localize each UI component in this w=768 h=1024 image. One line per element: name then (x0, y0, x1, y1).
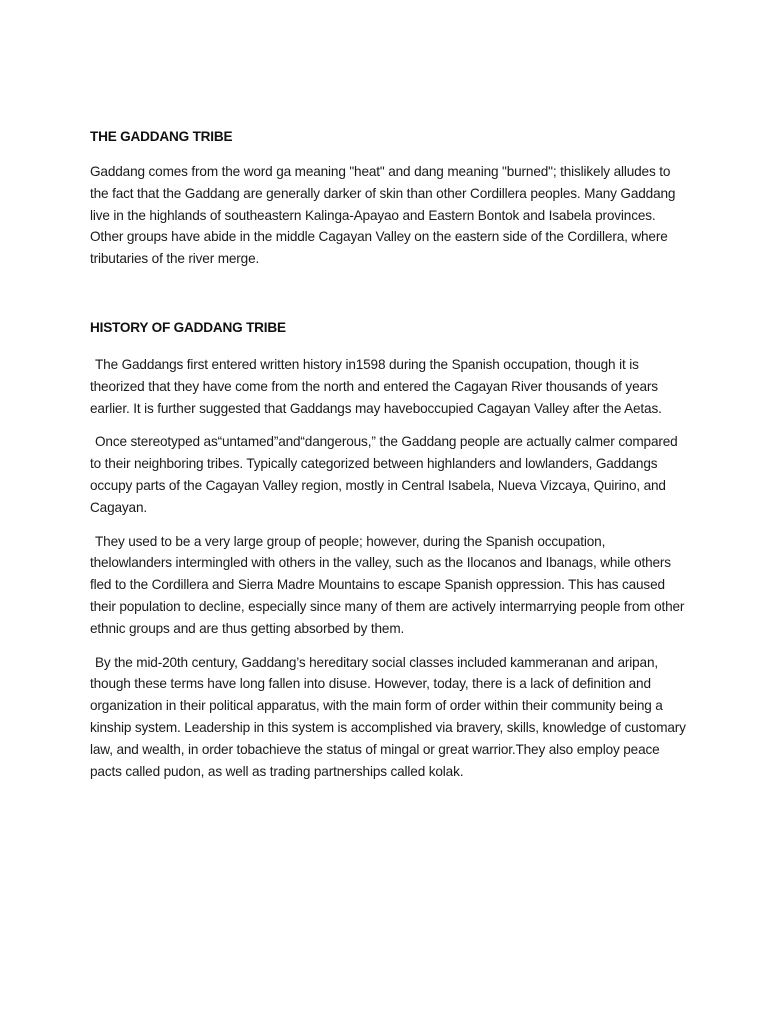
paragraph-written-history: The Gaddangs first entered written history in1598 during the Spanish occupation, though it is theorized that they have come from the north and entered the Cagayan River thousands of years earlier. It is further suggested that Gaddangs may haveboccupied Cagayan Valley after the Aetas. (90, 356, 662, 416)
paragraph-population-decline: They used to be a very large group of people; however, during the Spanish occupation, thelowlanders intermingled with others in the valley, such as the Ilocanos and Ibanags, while others fled to the Cordillera and Sierra Madre Mountains to escape Spanish oppression. This has caused their population to decline, especially since many of them are actively intermarrying people from other ethnic groups and are thus getting absorbed by them. (90, 533, 685, 636)
paragraph-gaddang-origin: Gaddang comes from the word ga meaning "heat" and dang meaning "burned"; thislikely alludes to the fact that the Gaddang are generally darker of skin than other Cordillera peoples. Many Gaddang live in the highlands of southeastern Kalinga-Apayao and Eastern Bontok and Isabela provinces. Other groups have abide in the middle Cagayan Valley on the eastern side of the Cordillera, where tributaries of the river merge. (90, 164, 676, 267)
section-heading-history: HISTORY OF GADDANG TRIBE (90, 319, 286, 335)
section-spacer (90, 270, 690, 317)
document-body (90, 126, 690, 782)
paragraph-stereotypes: Once stereotyped as“untamed”and“dangerous,” the Gaddang people are actually calmer compared to their neighboring tribes. Typically categorized between highlanders and lowlanders, Gaddangs occupy parts of the Cagayan Valley region, mostly in Central Isabela, Nueva Vizcaya, Quirino, and Cagayan. (90, 434, 678, 515)
section-heading-gaddang-tribe: THE GADDANG TRIBE (90, 129, 233, 144)
paragraph-social-classes: By the mid-20th century, Gaddang’s hereditary social classes included kammeranan and aripan, though these terms have long fallen into disuse. However, today, there is a lack of definition and organization in their political apparatus, with the main form of order within their community being a kinship system. Leadership in this system is accomplished via bravery, skills, knowledge of customary law, and wealth, in order tobachieve the status of mingal or great warrior.They also employ peace pacts called pudon, as well as trading partnerships called kolak. (90, 654, 686, 779)
